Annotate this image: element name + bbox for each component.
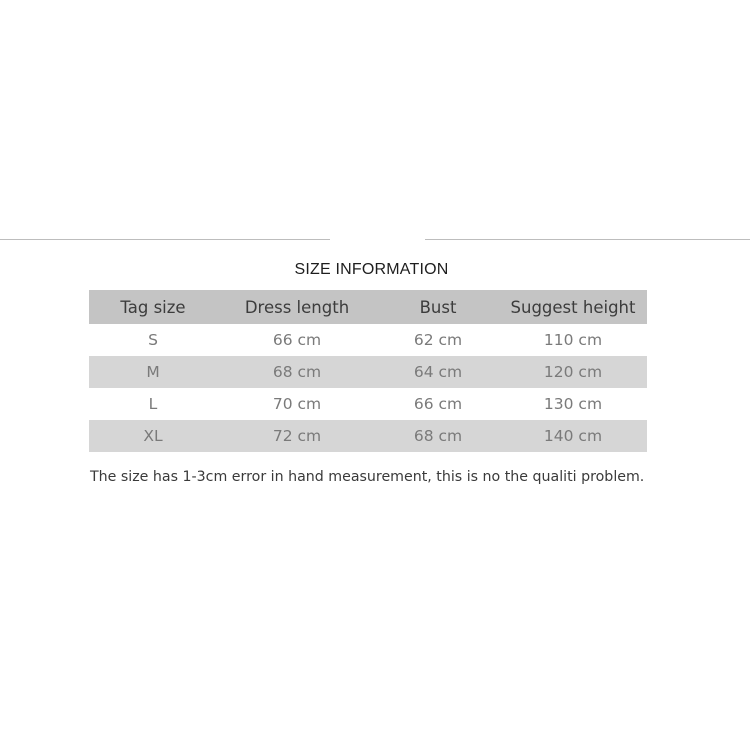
table-row xyxy=(89,420,647,452)
table-row xyxy=(89,356,647,388)
cell-suggest-height: 110 cm xyxy=(543,331,603,349)
cell-bust: 64 cm xyxy=(413,363,463,381)
right-divider-line xyxy=(425,239,750,240)
left-divider-line xyxy=(0,239,330,240)
cell-suggest-height: 120 cm xyxy=(543,363,603,381)
cell-bust: 62 cm xyxy=(413,331,463,349)
cell-bust: 68 cm xyxy=(413,427,463,445)
cell-tag-size: S xyxy=(148,331,158,349)
header-bust: Bust xyxy=(419,297,457,317)
header-tag-size: Tag size xyxy=(120,297,186,317)
measurement-note: The size has 1-3cm error in hand measurement, this is no the qualiti problem. xyxy=(90,469,645,485)
cell-suggest-height: 140 cm xyxy=(543,427,603,445)
cell-dress-length: 72 cm xyxy=(272,427,322,445)
header-suggest-height: Suggest height xyxy=(510,297,636,317)
cell-dress-length: 70 cm xyxy=(272,395,322,413)
cell-tag-size: XL xyxy=(143,427,163,445)
table-header-row xyxy=(89,290,647,324)
size-table xyxy=(89,290,647,452)
cell-dress-length: 68 cm xyxy=(272,363,322,381)
cell-bust: 66 cm xyxy=(413,395,463,413)
cell-tag-size: L xyxy=(148,395,158,413)
cell-tag-size: M xyxy=(146,363,160,381)
header-dress-length: Dress length xyxy=(244,297,350,317)
cell-dress-length: 66 cm xyxy=(272,331,322,349)
cell-suggest-height: 130 cm xyxy=(543,395,603,413)
table-row xyxy=(89,324,647,356)
table-row xyxy=(89,388,647,420)
size-information-title: SIZE INFORMATION xyxy=(294,261,449,278)
